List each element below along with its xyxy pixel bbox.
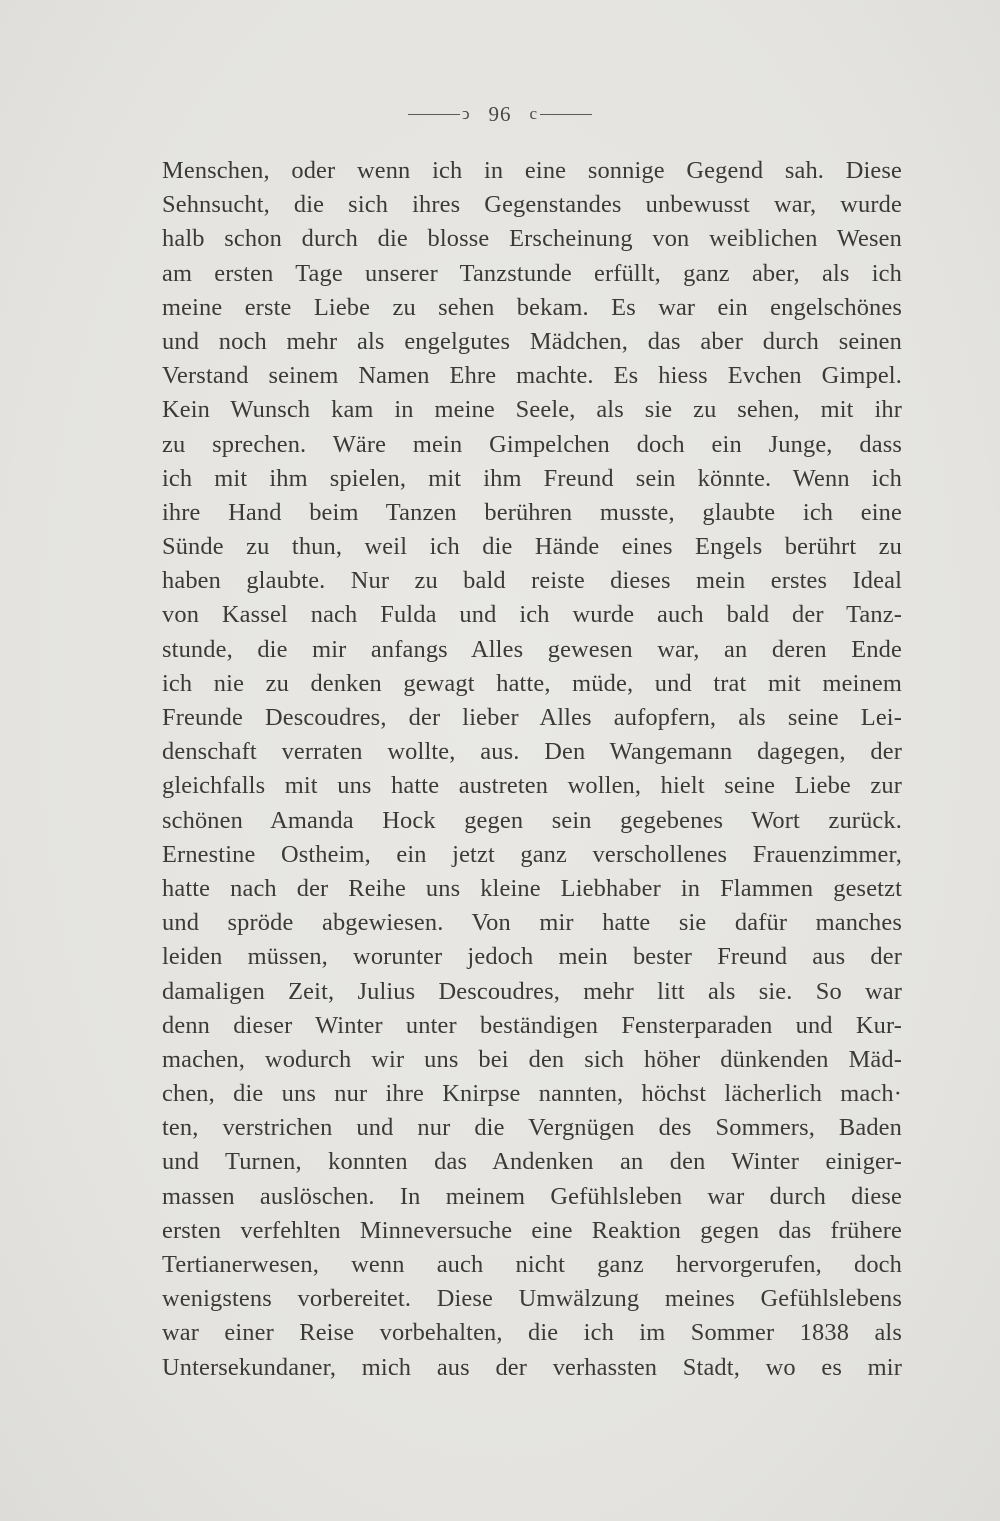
page-header	[0, 100, 1000, 127]
text-line: Verstand seinem Namen Ehre machte. Es hiess Evchen Gimpel.	[162, 362, 902, 390]
text-line: halb schon durch die blosse Erscheinung von weiblichen Wesen	[162, 225, 902, 253]
text-line: leiden müssen, worunter jedoch mein bester Freund aus der	[162, 943, 902, 971]
text-line: hatte nach der Reihe uns kleine Liebhaber in Flammen gesetzt	[162, 874, 902, 902]
text-line: schönen Amanda Hock gegen sein gegebenes Wort zurück.	[162, 806, 902, 834]
text-line: und spröde abgewiesen. Von mir hatte sie dafür manches	[162, 909, 902, 937]
body-text	[162, 154, 902, 1385]
text-line: ten, verstrichen und nur die Vergnügen des Sommers, Baden	[162, 1114, 902, 1142]
text-line: und noch mehr als engelgutes Mädchen, das aber durch seinen	[162, 327, 902, 355]
text-line: chen, die uns nur ihre Knirpse nannten, höchst lächerlich mach·	[162, 1080, 902, 1108]
text-line: meine erste Liebe zu sehen bekam. Es war ein engelschönes	[162, 293, 902, 321]
text-line: haben glaubte. Nur zu bald reiste dieses mein erstes Ideal	[162, 567, 902, 595]
text-line: zu sprechen. Wäre mein Gimpelchen doch ein Junge, dass	[162, 430, 902, 458]
text-line: machen, wodurch wir uns bei den sich höher dünkenden Mäd-	[162, 1045, 902, 1073]
text-line: wenigstens vorbereitet. Diese Umwälzung meines Gefühlslebens	[162, 1285, 902, 1313]
page-number: 96	[488, 101, 512, 126]
text-line: stunde, die mir anfangs Alles gewesen war, an deren Ende	[162, 635, 902, 663]
text-line: Menschen, oder wenn ich in eine sonnige Gegend sah. Diese	[162, 157, 902, 184]
text-line: denn dieser Winter unter beständigen Fensterparaden und Kur-	[162, 1011, 902, 1039]
text-line: und Turnen, konnten das Andenken an den Winter einiger-	[162, 1148, 902, 1176]
text-line: Ernestine Ostheim, ein jetzt ganz verschollenes Frauenzimmer,	[162, 840, 902, 868]
text-line: Sehnsucht, die sich ihres Gegenstandes unbewusst war, wurde	[162, 191, 902, 219]
header-ornament-left: ↄ	[461, 104, 471, 124]
text-line: damaligen Zeit, Julius Descoudres, mehr litt als sie. So war	[162, 977, 902, 1005]
text-line: Sünde zu thun, weil ich die Hände eines Engels berührt zu	[162, 533, 902, 561]
header-rule-left	[408, 114, 460, 115]
text-line: Untersekundaner, mich aus der verhassten Stadt, wo es mir	[162, 1353, 902, 1381]
text-line: ihre Hand beim Tanzen berühren musste, glaubte ich eine	[162, 498, 902, 526]
text-line: gleichfalls mit uns hatte austreten wollen, hielt seine Liebe zur	[162, 772, 902, 800]
text-line: denschaft verraten wollte, aus. Den Wangemann dagegen, der	[162, 738, 902, 766]
text-line: Kein Wunsch kam in meine Seele, als sie zu sehen, mit ihr	[162, 396, 902, 424]
text-line: war einer Reise vorbehalten, die ich im Sommer 1838 als	[162, 1319, 902, 1347]
text-line: ich nie zu denken gewagt hatte, müde, und trat mit meinem	[162, 669, 902, 697]
header-ornament-right: c	[529, 104, 539, 124]
text-line: ersten verfehlten Minneversuche eine Reaktion gegen das frühere	[162, 1216, 902, 1244]
text-line: Freunde Descoudres, der lieber Alles aufopfern, als seine Lei-	[162, 704, 902, 731]
text-line: ich mit ihm spielen, mit ihm Freund sein könnte. Wenn ich	[162, 464, 902, 492]
text-line: massen auslöschen. In meinem Gefühlsleben war durch diese	[162, 1182, 902, 1210]
text-line: Tertianerwesen, wenn auch nicht ganz hervorgerufen, doch	[162, 1251, 902, 1278]
text-line: von Kassel nach Fulda und ich wurde auch bald der Tanz-	[162, 601, 902, 629]
text-line: am ersten Tage unserer Tanzstunde erfüllt, ganz aber, als ich	[162, 259, 902, 287]
header-rule-right	[540, 114, 592, 115]
